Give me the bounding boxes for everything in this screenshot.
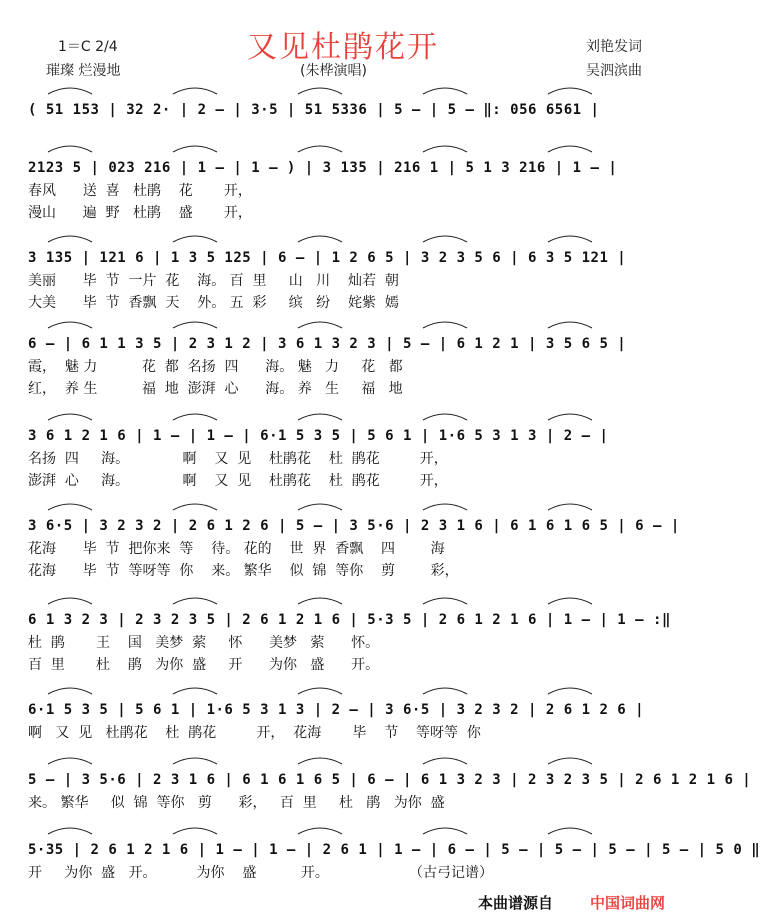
lyric-line-verse1: 花海 毕 节 把你来 等 待。 花的 世 界 香飘 四 海 — [28, 541, 445, 557]
notation-line: 3 135 | 121 6 | 1 3 5 125 | 6 – | 1 2 6 5 | 3 2 3 5 6 | 6 3 5 121 | — [28, 250, 627, 266]
score-row — [28, 762, 752, 788]
notation-line: 5 – | 3 5·6 | 2 3 1 6 | 6 1 6 1 6 5 | 6 – | 6 1 3 2 3 | 2 3 2 3 5 | 2 6 1 2 1 6 | — [28, 772, 752, 788]
notation-line: 6 1 3 2 3 | 2 3 2 3 5 | 2 6 1 2 1 6 | 5·3 5 | 2 6 1 2 1 6 | 1 – | 1 – :‖ — [28, 612, 671, 628]
lyric-line-verse2: 漫山 遍 野 杜鹃 盛 开， — [28, 205, 252, 221]
tempo-marking: 璀璨 烂漫地 — [46, 63, 121, 79]
source-label: 本曲谱源自 — [478, 894, 554, 912]
score-row — [28, 92, 660, 118]
lyric-line-verse2: 百 里 杜 鹃 为你 盛 开 为你 盛 开。 — [28, 657, 380, 673]
score-row — [28, 326, 660, 352]
notation-line: 2123 5 | 023 216 | 1 – | 1 – ) | 3 135 | 216 1 | 5 1 3 216 | 1 – | — [28, 160, 618, 176]
site-logo-text: 中国词曲网 — [590, 894, 666, 912]
score-row — [28, 150, 660, 176]
lyric-line-verse2: 花海 毕 节 等呀等 你 来。 繁华 似 锦 等你 剪 彩， — [28, 563, 459, 579]
score-row — [28, 418, 660, 444]
score-row — [28, 240, 660, 266]
lyricist-credit: 刘艳发词 — [586, 39, 642, 55]
notation-line: 5·35 | 2 6 1 2 1 6 | 1 – | 1 – | 2 6 1 | 1 – | 6 – | 5 – | 5 – | 5 – | 5 – | 5 0 ‖ — [28, 842, 760, 858]
lyric-line-verse1: 名扬 四 海。 啊 又 见 杜鹃花 杜 鹃花 开， — [28, 451, 448, 467]
lyric-line-verse2: 澎湃 心 海。 啊 又 见 杜鹃花 杜 鹃花 开， — [28, 473, 448, 489]
score-row — [28, 508, 680, 534]
lyric-line-verse1: 杜 鹃 王 国 美梦 萦 怀 美梦 萦 怀。 — [28, 635, 380, 651]
lyric-line-verse2: 大美 毕 节 香飘 天 外。 五 彩 缤 纷 姹紫 嫣 — [28, 295, 399, 311]
lyric-line-verse1: 春风 送 喜 杜鹃 花 开， — [28, 183, 252, 199]
lyric-line-verse1: 啊 又 见 杜鹃花 杜 鹃花 开， 花海 毕 节 等呀等 你 — [28, 725, 481, 741]
notation-line: 3 6·5 | 3 2 3 2 | 2 6 1 2 6 | 5 – | 3 5·6 | 2 3 1 6 | 6 1 6 1 6 5 | 6 – | — [28, 518, 680, 534]
notation-line: 6·1 5 3 5 | 5 6 1 | 1·6 5 3 1 3 | 2 – | 3 6·5 | 3 2 3 2 | 2 6 1 2 6 | — [28, 702, 645, 718]
score-row — [28, 602, 671, 628]
key-signature: 1＝C 2/4 — [58, 39, 118, 55]
notation-line: ( 51 153 | 32 2· | 2 – | 3·5 | 51 5336 | 5 – | 5 – ‖: 056 6561 | — [28, 102, 600, 118]
composer-credit: 吴泗滨曲 — [586, 63, 642, 79]
lyric-line-verse1: 开 为你 盛 开。 为你 盛 开。 （古弓记谱） — [28, 865, 493, 881]
score-row — [28, 692, 660, 718]
notation-line: 3 6 1 2 1 6 | 1 – | 1 – | 6·1 5 3 5 | 5 6 1 | 1·6 5 3 1 3 | 2 – | — [28, 428, 609, 444]
singer-credit: (朱桦演唱) — [300, 63, 367, 79]
lyric-line-verse1: 来。 繁华 似 锦 等你 剪 彩， 百 里 杜 鹃 为你 盛 — [28, 795, 445, 811]
lyric-line-verse2: 红， 养 生 福 地 澎湃 心 海。 养 生 福 地 — [28, 381, 403, 397]
page-title: 又见杜鹃花开 — [247, 30, 439, 65]
lyric-line-verse1: 美丽 毕 节 一片 花 海。 百 里 山 川 灿若 朝 — [28, 273, 399, 289]
score-row — [28, 832, 760, 858]
notation-line: 6 – | 6 1 1 3 5 | 2 3 1 2 | 3 6 1 3 2 3 | 5 – | 6 1 2 1 | 3 5 6 5 | — [28, 336, 627, 352]
lyric-line-verse1: 霞， 魅 力 花 都 名扬 四 海。 魅 力 花 都 — [28, 359, 403, 375]
